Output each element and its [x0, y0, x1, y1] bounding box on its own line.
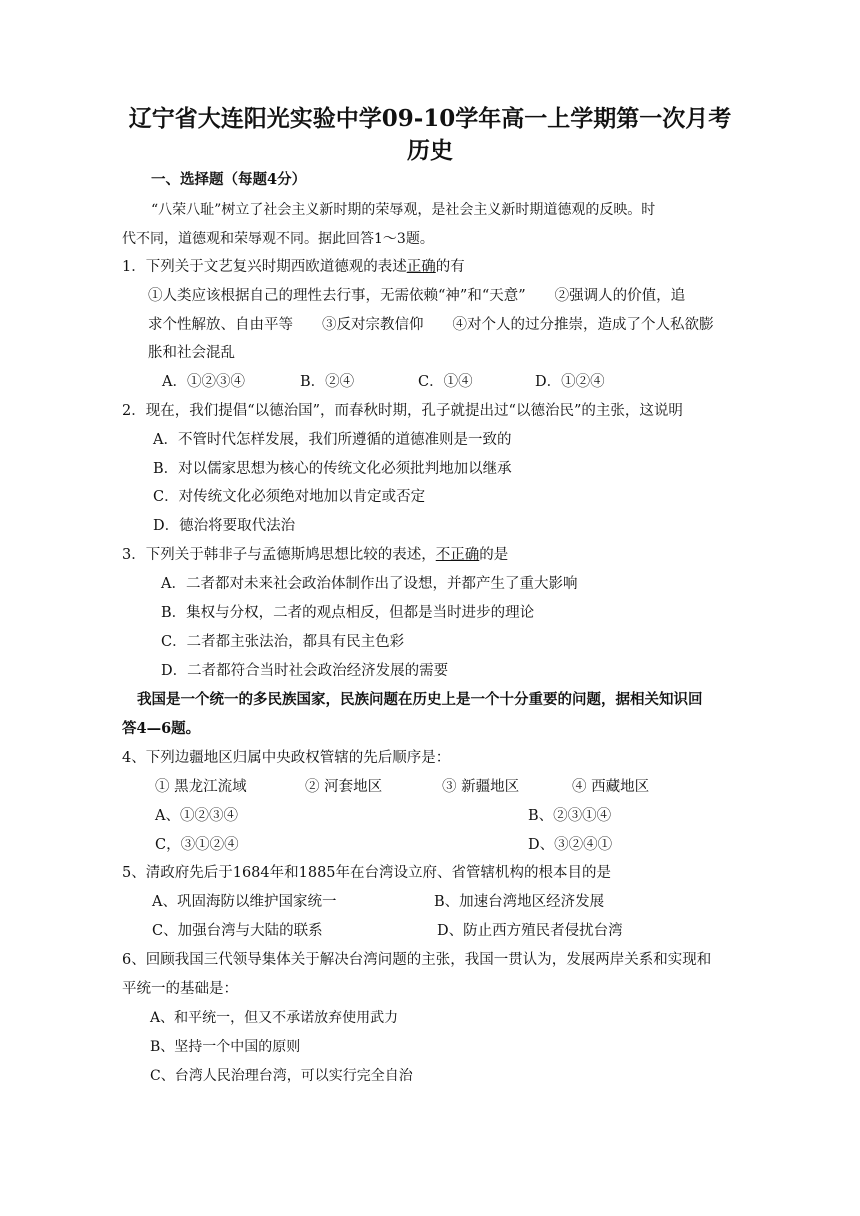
intro2-line-1: 我国是一个统一的多民族国家，民族问题在历史上是一个十分重要的问题，据相关知识回: [137, 691, 703, 708]
question-3-stem-end: 的是: [479, 547, 509, 563]
question-3-option-a: A．二者都对未来社会政治体制作出了设想，并都产生了重大影响: [161, 576, 578, 592]
question-4-option-c: C，③①②④: [155, 837, 239, 853]
question-1-body-line-3: 胀和社会混乱: [148, 345, 235, 361]
question-4-item-4: ④ 西藏地区: [572, 779, 650, 795]
question-1-option-d: D．①②④: [535, 374, 605, 390]
intro-line-2: 代不同，道德观和荣辱观不同。据此回答1～3题。: [122, 231, 434, 247]
page-subtitle: 历史: [407, 137, 453, 164]
question-5-option-b: B、加速台湾地区经济发展: [434, 894, 605, 910]
question-3-emphasis: 不正确: [435, 547, 480, 563]
question-2-stem: 2．现在，我们提倡“以德治国”，而春秋时期，孔子就提出过“以德治民”的主张，这说明: [122, 403, 683, 419]
question-3-option-c: C．二者都主张法治，都具有民主色彩: [161, 634, 405, 650]
question-3-stem-start: 3．下列关于韩非子与孟德斯鸠思想比较的表述，: [122, 547, 436, 563]
intro-line-1: “八荣八耻”树立了社会主义新时期的荣辱观，是社会主义新时期道德观的反映。时: [151, 202, 656, 218]
section-heading: 一、选择题（每题4分）: [151, 171, 307, 188]
question-6-option-c: C、台湾人民治理台湾，可以实行完全自治: [150, 1068, 413, 1084]
question-5-option-d: D、防止西方殖民者侵扰台湾: [437, 923, 623, 939]
question-5-stem: 5、清政府先后于1684年和1885年在台湾设立府、省管辖机构的根本目的是: [122, 865, 612, 881]
question-6-option-b: B、坚持一个中国的原则: [150, 1039, 301, 1055]
question-6-option-a: A、和平统一，但又不承诺放弃使用武力: [150, 1010, 399, 1026]
question-4-stem: 4、下列边疆地区归属中央政权管辖的先后顺序是：: [122, 750, 451, 766]
question-2-option-a: A．不管时代怎样发展，我们所遵循的道德准则是一致的: [153, 432, 512, 448]
question-4-option-b: B、②③①④: [528, 808, 612, 824]
question-3-stem: [122, 545, 508, 565]
question-3-option-b: B．集权与分权，二者的观点相反，但都是当时进步的理论: [161, 605, 535, 621]
question-2-option-d: D．德治将要取代法治: [153, 518, 296, 534]
question-2-option-c: C．对传统文化必须绝对地加以肯定或否定: [153, 489, 426, 505]
question-1-stem-end: 的有: [435, 259, 465, 275]
question-1-option-a: A．①②③④: [162, 374, 245, 390]
question-4-item-1: ① 黑龙江流域: [155, 779, 247, 795]
question-1-option-b: B．②④: [300, 374, 355, 390]
question-4-item-3: ③ 新疆地区: [442, 779, 520, 795]
question-2-option-b: B．对以儒家思想为核心的传统文化必须批判地加以继承: [153, 461, 512, 477]
question-4-option-a: A、①②③④: [155, 808, 238, 824]
intro2-line-2: 答4—6题。: [122, 720, 201, 737]
question-1-emphasis: 正确: [406, 259, 436, 275]
question-1-stem-start: 1．下列关于文艺复兴时期西欧道德观的表述: [122, 259, 407, 275]
question-5-option-c: C、加强台湾与大陆的联系: [152, 923, 323, 939]
question-1-body-line-2: 求个性解放、自由平等 ③反对宗教信仰 ④对个人的过分推崇，造成了个人私欲膨: [148, 317, 714, 333]
question-1-stem: [122, 257, 465, 277]
question-4-option-d: D、③②④①: [528, 837, 613, 853]
page-title: 辽宁省大连阳光实验中学09-10学年高一上学期第一次月考: [128, 105, 732, 132]
question-4-item-2: ② 河套地区: [305, 779, 383, 795]
question-6-stem-line-2: 平统一的基础是：: [122, 981, 238, 997]
question-5-option-a: A、巩固海防以维护国家统一: [152, 894, 337, 910]
question-1-body-line-1: ①人类应该根据自己的理性去行事，无需依赖“神”和“天意” ②强调人的价值，追: [148, 288, 686, 304]
question-1-option-c: C．①④: [418, 374, 473, 390]
question-3-option-d: D．二者都符合当时社会政治经济发展的需要: [161, 663, 449, 679]
question-6-stem-line-1: 6、回顾我国三代领导集体关于解决台湾问题的主张，我国一贯认为，发展两岸关系和实现和: [122, 952, 712, 968]
